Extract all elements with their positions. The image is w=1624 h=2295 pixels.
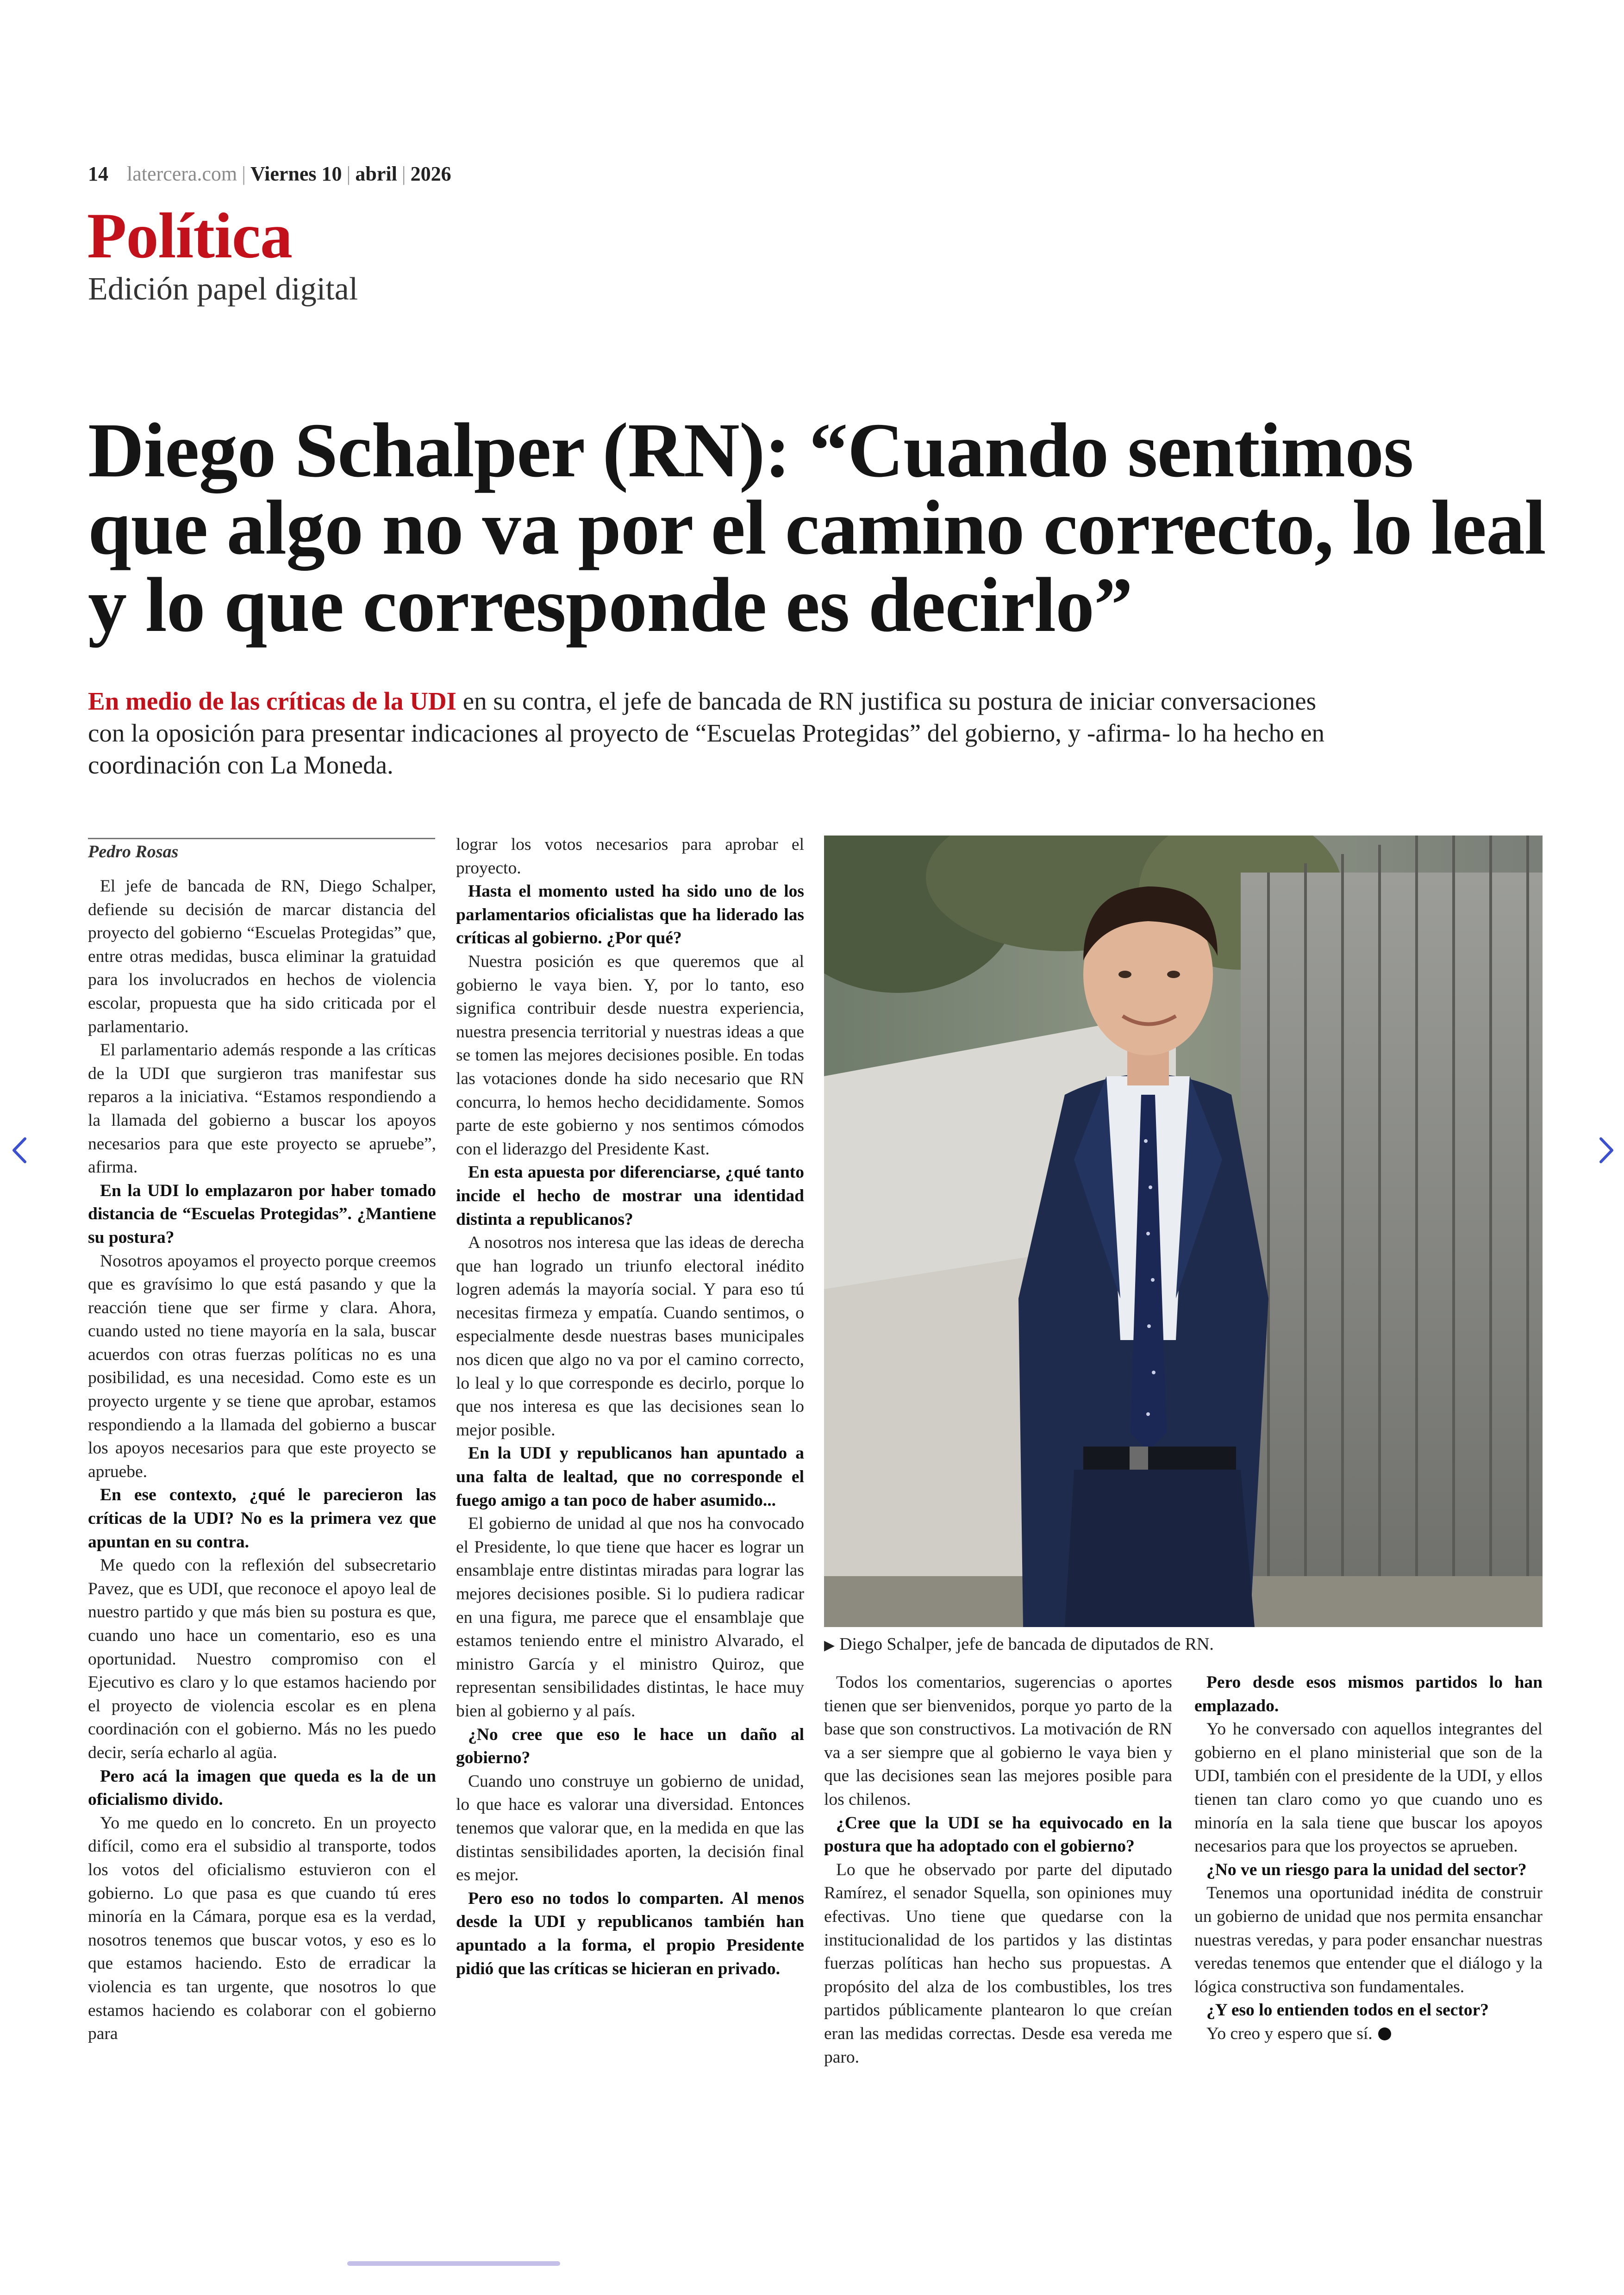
article-paragraph (824, 1858, 1172, 2069)
end-of-article-icon (1378, 2027, 1391, 2040)
separator: | (242, 162, 246, 185)
paragraph-text: En ese contexto, ¿qué le parecieron las críticas de la UDI? No es la primera vez que apuntan en su contra. (88, 1485, 436, 1552)
interview-question (456, 1442, 804, 1512)
paragraph-text: En la UDI lo emplazaron por haber tomado distancia de “Escuelas Protegidas”. ¿Mantiene su postura? (88, 1181, 436, 1247)
chevron-left-icon (6, 1129, 33, 1171)
paragraph-text: Cuando uno construye un gobierno de unidad, lo que hace es valorar una diversidad. Entonces tenemos que valorar que, en la medida en que las distintas sensibilidades aporten, la decisión final es mejor. (456, 1771, 804, 1885)
article-paragraph (1194, 1718, 1543, 1858)
paragraph-text: Nuestra posición es que queremos que al gobierno le vaya bien. Y, por lo tanto, eso significa contribuir desde nuestra experiencia, nuestra presencia territorial y nuestras ideas a que se tomen las mejores decisiones posible. En todas las votaciones donde ha sido necesario que RN concurra, lo hemos hecho decididamente. Somos parte de este gobierno y nos sentimos cómodos con el liderazgo del Presidente Kast. (456, 952, 804, 1159)
paragraph-text: El gobierno de unidad al que nos ha convocado el Presidente, lo que tiene que hacer es lograr un ensamblaje entre distintas miradas para lograr las mejores decisiones posible. Si lo pudiera radicar en una figura, me parece que el ensamblaje que estamos teniendo entre el ministro Alvarado, el ministro García y el ministro Quiroz, que representan sensibilidades distintas, le hace muy bien al gobierno y al país. (456, 1514, 804, 1721)
paragraph-text: El parlamentario además responde a las críticas de la UDI que surgieron tras manifestar sus reparos a la iniciativa. “Estamos respondiendo a la llamada del gobierno a buscar los apoyos necesarios para que este proyecto se apruebe”, afirma. (88, 1041, 436, 1177)
paragraph-text: Lo que he observado por parte del diputado Ramírez, el senador Squella, son opiniones muy efectivas. Uno tiene que quedarse con la institucionalidad de los partidos y las distintas fuerzas políticas han hecho sus propuestas. A propósito del alza de los combustibles, los tres partidos públicamente plantearon lo que creían eran las medidas correctas. Desde esa vereda me paro. (824, 1860, 1172, 2067)
portrait-image (824, 836, 1543, 1627)
author-byline: Pedro Rosas (88, 842, 179, 861)
article-paragraph (88, 1250, 436, 1484)
paragraph-text: ¿Y eso lo entienden todos en el sector? (1206, 2001, 1489, 2020)
date-day: Viernes 10 (250, 162, 342, 185)
paragraph-text: Tenemos una oportunidad inédita de construir un gobierno de unidad que nos permita ensanchar nuestras veredas, y para poder ensanchar nuestras veredas tenemos que entender que el diálogo y la lógica constructiva son fundamentales. (1194, 1883, 1543, 1996)
article-paragraph (88, 1554, 436, 1765)
interview-question (456, 1887, 804, 1981)
article-paragraph (88, 1039, 436, 1179)
article-lede (88, 685, 1338, 781)
interview-question (456, 880, 804, 950)
paragraph-text: Yo me quedo en lo concreto. En un proyecto difícil, como era el subsidio al transporte, todos los votos del oficialismo estuvieron con el gobierno. Lo que pasa es que cuando tú eres minoría en la Cámara, porque esa es la verdad, nosotros tenemos que buscar votos, y eso es lo que estamos haciendo. Esto de erradicar la violencia es tan urgente, que nosotros lo que estamos haciendo es colaborar con el gobierno para (88, 1813, 436, 2044)
article-headline: Diego Schalper (RN): “Cuando sentimos que algo no va por el camino correcto, lo leal y lo que corresponde es decirlo” (88, 407, 1546, 648)
paragraph-text: ¿No cree que eso le hace un daño al gobierno? (456, 1725, 804, 1768)
article-paragraph (1194, 2022, 1543, 2046)
paragraph-text: Pero acá la imagen que queda es la de un oficialismo divido. (88, 1766, 436, 1809)
article-photo (824, 836, 1543, 1627)
author-rule (88, 838, 435, 839)
article-paragraph (456, 833, 804, 880)
paragraph-text: Me quedo con la reflexión del subsecretario Pavez, que es UDI, que reconoce el apoyo leal de nuestro partido y que más bien su postura es que, cuando uno hace un comentario, eso es una oportunidad. Nuestro compromiso con el Ejecutivo es claro y lo que estamos haciendo por el proyecto de violencia escolar es en plena coordinación con el gobierno. Más no les puedo decir, sería echarlo al agüa. (88, 1556, 436, 1762)
page-header-line (88, 162, 451, 186)
lede-text: en su contra, el jefe de bancada de RN justifica su postura de iniciar conversaciones con la oposición para presentar indicaciones al proyecto de “Escuelas Protegidas” del gobierno, y -afirma- lo ha hecho en coordinación con La Moneda. (88, 687, 1325, 779)
date-year: 2026 (410, 162, 451, 185)
paragraph-text: Pero desde esos mismos partidos lo han emplazado. (1194, 1673, 1543, 1715)
paragraph-text: Yo he conversado con aquellos integrantes del gobierno en el plano ministerial que son de la UDI, también con el presidente de la UDI, y ellos tienen tan claro como yo que cuando uno es minoría en la sala tiene que buscar los apoyos necesarios para que los proyectos se aprueben. (1194, 1720, 1543, 1856)
section-subtitle: Edición papel digital (88, 271, 358, 307)
paragraph-text: En esta apuesta por diferenciarse, ¿qué tanto incide el hecho de mostrar una identidad distinta a republicanos? (456, 1163, 804, 1229)
section-title: Política (87, 200, 292, 272)
article-paragraph (456, 1770, 804, 1887)
paragraph-text: El jefe de bancada de RN, Diego Schalper, defiende su decisión de marcar distancia del proyecto del gobierno “Escuelas Protegidas” que, entre otras medidas, busca eliminar la gratuidad para los involucrados en hechos de violencia escolar, propuesta que ha sido criticada por el parlamentario. (88, 877, 436, 1036)
paragraph-text: Pero eso no todos lo comparten. Al menos desde la UDI y republicanos también han apuntado a la forma, el propio Presidente pidió que las críticas se hicieran en privado. (456, 1889, 804, 1978)
page-number: 14 (88, 162, 108, 185)
chevron-right-icon (1593, 1129, 1620, 1171)
interview-question (1194, 1858, 1543, 1882)
paragraph-text: Nosotros apoyamos el proyecto porque creemos que es gravísimo lo que está pasando y que la reacción tiene que ser firme y clara. Ahora, cuando usted no tiene mayoría en la sala, buscar acuerdos con otras fuerzas políticas no es una posibilidad, es una necesidad. Como este es un proyecto urgente y se tiene que aprobar, estamos respondiendo a la llamada del gobierno a buscar los apoyos necesarios para que este proyecto se apruebe. (88, 1251, 436, 1481)
article-paragraph (88, 1812, 436, 2046)
paragraph-text: lograr los votos necesarios para aprobar el proyecto. (456, 835, 804, 878)
article-paragraph (456, 950, 804, 1161)
paragraph-text: ¿No ve un riesgo para la unidad del sector? (1206, 1860, 1527, 1879)
separator: | (401, 162, 406, 185)
lede-highlight: En medio de las críticas de la UDI (88, 687, 456, 715)
horizontal-scrollbar[interactable] (347, 2261, 560, 2266)
photo-caption (824, 1634, 1214, 1654)
article-column-2 (456, 833, 804, 1981)
next-page-button[interactable] (1593, 1129, 1620, 1171)
interview-question (456, 1161, 804, 1231)
interview-question (88, 1765, 436, 1812)
previous-page-button[interactable] (6, 1129, 33, 1171)
site-name: latercera.com (127, 162, 237, 185)
article-paragraph (456, 1231, 804, 1442)
separator: | (346, 162, 351, 185)
paragraph-text: Yo creo y espero que sí. (1206, 2024, 1373, 2043)
article-paragraph (456, 1512, 804, 1723)
interview-question (1194, 1999, 1543, 2022)
caption-triangle-icon: ▶ (824, 1638, 835, 1653)
paragraph-text: ¿Cree que la UDI se ha equivocado en la postura que ha adoptado con el gobierno? (824, 1813, 1172, 1856)
interview-question (456, 1723, 804, 1770)
article-paragraph (88, 875, 436, 1039)
article-column-1 (88, 875, 436, 2046)
paragraph-text: En la UDI y republicanos han apuntado a una falta de lealtad, que no corresponde el fuego amigo a tan poco de haber asumido... (456, 1444, 804, 1510)
interview-question (1194, 1671, 1543, 1718)
article-column-4 (1194, 1671, 1543, 2046)
paragraph-text: Todos los comentarios, sugerencias o aportes tienen que ser bienvenidos, porque yo parto de la base que son constructivos. La motivación de RN va a ser siempre que al gobierno le vaya bien y que las decisiones sean las mejores posible para los chilenos. (824, 1673, 1172, 1809)
interview-question (824, 1812, 1172, 1858)
date-month: abril (355, 162, 397, 185)
article-paragraph (824, 1671, 1172, 1812)
interview-question (88, 1179, 436, 1250)
paragraph-text: Hasta el momento usted ha sido uno de los parlamentarios oficialistas que ha liderado las críticas al gobierno. ¿Por qué? (456, 882, 804, 948)
paragraph-text: A nosotros nos interesa que las ideas de derecha que han logrado un triunfo electoral inédito logren además la mayoría social. Y para eso tú necesitas firmeza y empatía. Cuando sentimos, o especialmente desde nuestras bases municipales nos dicen que algo no va por el camino correcto, lo leal y lo que corresponde es decirlo, porque lo que nos interesa es que las decisiones sean lo mejor posible. (456, 1233, 804, 1440)
caption-text: Diego Schalper, jefe de bancada de diputados de RN. (839, 1634, 1214, 1654)
article-column-3 (824, 1671, 1172, 2069)
interview-question (88, 1484, 436, 1554)
article-paragraph (1194, 1882, 1543, 1999)
